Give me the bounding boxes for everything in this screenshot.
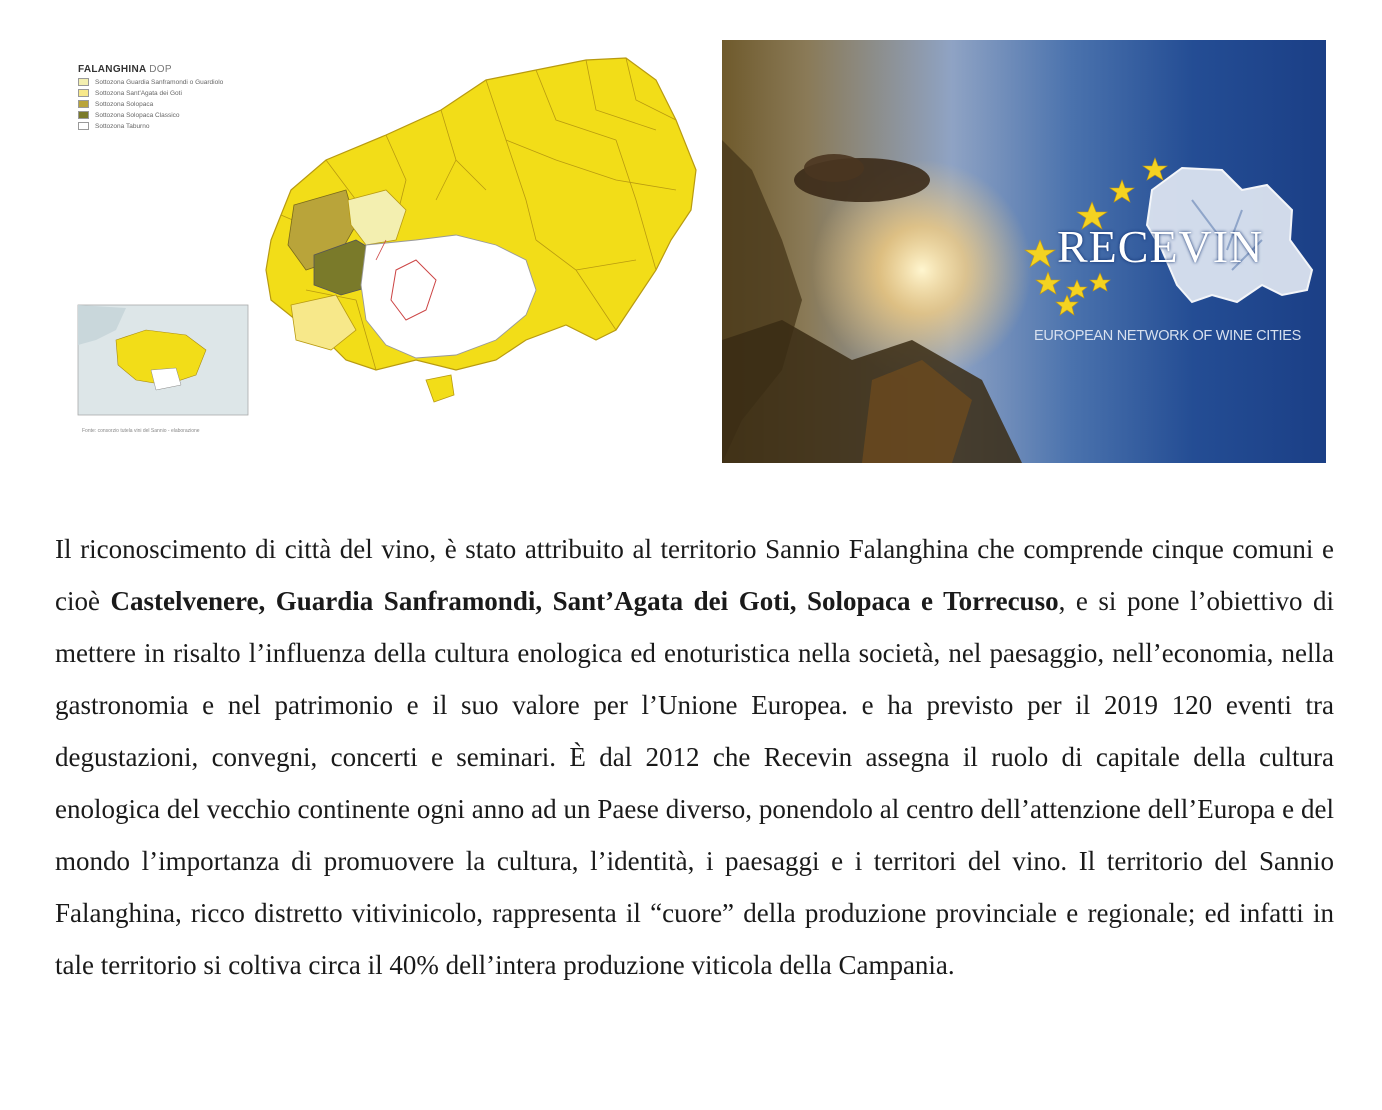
legend-item-label: Sottozona Taburno: [95, 122, 150, 130]
legend-item: [78, 100, 223, 108]
falanghina-map: [56, 40, 706, 460]
map-credit: Fonte: consorzio tutela vini del Sannio - elaborazione: [82, 428, 200, 434]
legend-item-label: Sottozona Solopaca Classico: [95, 111, 180, 119]
legend-item-label: Sottozona Guardia Sanframondi o Guardiolo: [95, 78, 224, 86]
legend-item: [78, 122, 223, 130]
legend-item: [78, 111, 223, 119]
article-paragraph: [55, 523, 1334, 991]
legend-swatch: [78, 111, 89, 119]
legend-title: [78, 64, 223, 75]
legend-swatch: [78, 122, 89, 130]
legend-swatch: [78, 89, 89, 97]
legend-title-text: FALANGHINA: [78, 64, 147, 75]
legend-item: [78, 78, 223, 86]
map-legend: [78, 64, 223, 130]
legend-swatch: [78, 100, 89, 108]
recevin-tagline: EUROPEAN NETWORK OF WINE CITIES: [1034, 328, 1302, 344]
recevin-logo-text: RECEVIN: [1057, 221, 1264, 272]
recevin-banner: [722, 40, 1326, 463]
paragraph-body: , e si pone l’obiettivo di mettere in risalto l’influenza della cultura enologica ed enoturistica nella società, nel paesaggio, nell’economia, nella gastronomia e nel patrimonio e il suo valore per l’Unione Europea. e ha previsto per il 2019 120 eventi tra degustazioni, convegni, concerti e seminari. È dal 2012 che Recevin assegna il ruolo di capitale della cultura enologica del vecchio continente ogni anno ad un Paese diverso, ponendolo al centro dell’attenzione dell’Europa e del mondo l’importanza di promuovere la cultura, l’identità, i paesaggi e i territori del vino. Il territorio del Sannio Falanghina, ricco distretto vitivinicolo, rappresenta il “cuore” della produzione provinciale e regionale; ed infatti in tale territorio si coltiva circa il 40% dell’intera produzione viticola della Campania.: [55, 586, 1334, 980]
legend-title-suffix: DOP: [149, 64, 172, 75]
map-inset: [78, 305, 248, 415]
legend-swatch: [78, 78, 89, 86]
paragraph-intro: Il riconoscimento di città del vino, è stato attribuito al territorio Sannio Falanghina che comprende cinque comuni e cioè: [55, 534, 1334, 616]
legend-item-label: Sottozona Solopaca: [95, 100, 154, 108]
legend-item-label: Sottozona Sant'Agata dei Goti: [95, 89, 182, 97]
paragraph-towns-bold: Castelvenere, Guardia Sanframondi, Sant’Agata dei Goti, Solopaca e Torrecuso: [110, 586, 1059, 616]
legend-item: [78, 89, 223, 97]
